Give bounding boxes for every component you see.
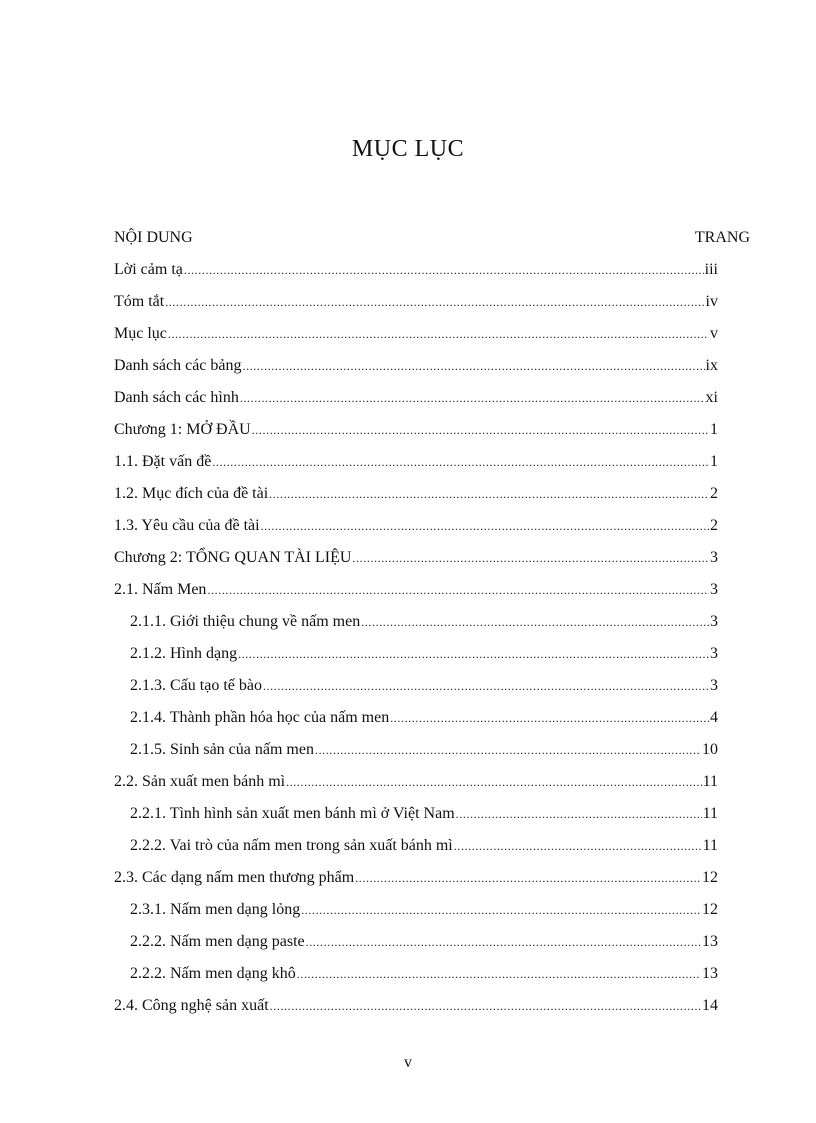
toc-entry-page: iv — [705, 293, 718, 310]
toc-entry-label: Chương 2: TỔNG QUAN TÀI LIỆU — [114, 549, 352, 566]
toc-entry-page: xi — [705, 389, 718, 406]
toc-dot-leader — [238, 647, 709, 662]
toc-entry-page: 3 — [710, 645, 718, 662]
toc-entry-label: 2.1.3. Cấu tạo tế bào — [130, 677, 262, 694]
toc-dot-leader — [286, 775, 702, 790]
toc-entry[interactable] — [114, 933, 718, 965]
toc-entry-label: 2.1. Nấm Men — [114, 581, 207, 598]
toc-entry-page: 13 — [702, 933, 718, 950]
toc-entry-label: 2.1.4. Thành phần hóa học của nấm men — [130, 709, 390, 726]
toc-entry[interactable] — [114, 837, 718, 869]
toc-entry[interactable] — [114, 581, 718, 613]
toc-entry-page: 11 — [702, 805, 718, 822]
toc-entry-label: Lời cảm tạ — [114, 261, 183, 278]
toc-entry[interactable] — [114, 997, 718, 1029]
toc-entry-label: 1.1. Đặt vấn đề — [114, 453, 212, 470]
toc-entry-page: 12 — [702, 869, 718, 886]
toc-entry-label: Tóm tắt — [114, 293, 165, 310]
toc-entry-label: 2.2.2. Vai trò của nấm men trong sản xuất bánh mì — [130, 837, 453, 854]
toc-entry[interactable] — [114, 741, 718, 773]
toc-dot-leader — [263, 679, 709, 694]
toc-dot-leader — [240, 391, 705, 406]
toc-entry-page: v — [710, 325, 718, 342]
toc-dot-leader — [301, 903, 701, 918]
toc-entry-page: 3 — [710, 613, 718, 630]
toc-dot-leader — [243, 359, 705, 374]
toc-entry[interactable] — [114, 517, 718, 549]
toc-entry-label: 2.1.5. Sinh sản của nấm men — [130, 741, 314, 758]
toc-dot-leader — [261, 519, 709, 534]
toc-entry[interactable] — [114, 549, 718, 581]
toc-header — [114, 229, 750, 247]
toc-entry-label: 2.2.1. Tình hình sản xuất men bánh mì ở Việt Nam — [130, 805, 455, 822]
toc-entry-label: 2.3.1. Nấm men dạng lỏng — [130, 901, 301, 918]
toc-entry-label: 2.4. Công nghệ sản xuất — [114, 997, 269, 1014]
toc-dot-leader — [456, 807, 702, 822]
toc-dot-leader — [306, 935, 701, 950]
toc-entry-label: 2.2.2. Nấm men dạng paste — [130, 933, 305, 950]
toc-entry-page: 3 — [710, 677, 718, 694]
toc-entry[interactable] — [114, 901, 718, 933]
toc-entry-label: Danh sách các bảng — [114, 357, 242, 374]
toc-entry-page: 2 — [710, 517, 718, 534]
toc-entry[interactable] — [114, 293, 718, 325]
toc-entry-page: 1 — [710, 421, 718, 438]
toc-entry-label: 1.3. Yêu cầu của đề tài — [114, 517, 260, 534]
toc-entry[interactable] — [114, 773, 718, 805]
toc-dot-leader — [269, 487, 709, 502]
toc-entry-page: 11 — [702, 773, 718, 790]
toc-entry[interactable] — [114, 677, 718, 709]
toc-entry-page: ix — [705, 357, 718, 374]
toc-entry[interactable] — [114, 869, 718, 901]
toc-entry-page: 2 — [710, 485, 718, 502]
toc-dot-leader — [252, 423, 709, 438]
toc-dot-leader — [352, 551, 709, 566]
page-title: MỤC LỤC — [351, 136, 465, 162]
toc-entry[interactable] — [114, 645, 718, 677]
toc-dot-leader — [315, 743, 701, 758]
toc-dot-leader — [361, 615, 709, 630]
toc-entry[interactable] — [114, 325, 718, 357]
toc-entry-page: 12 — [702, 901, 718, 918]
toc-entry[interactable] — [114, 453, 718, 485]
toc-entry[interactable] — [114, 261, 718, 293]
toc-dot-leader — [212, 455, 709, 470]
toc-entry-page: 11 — [702, 837, 718, 854]
toc-dot-leader — [355, 871, 701, 886]
toc-dot-leader — [270, 999, 701, 1014]
toc-entry[interactable] — [114, 421, 718, 453]
toc-entry-label: 2.1.1. Giới thiệu chung về nấm men — [130, 613, 361, 630]
toc-dot-leader — [207, 583, 709, 598]
toc-dot-leader — [165, 295, 704, 310]
toc-dot-leader — [184, 263, 704, 278]
toc-entry-page: 1 — [710, 453, 718, 470]
toc-entry-page: 13 — [702, 965, 718, 982]
toc-entry[interactable] — [114, 485, 718, 517]
toc-entry[interactable] — [114, 389, 718, 421]
toc-dot-leader — [168, 327, 709, 342]
toc-entry-label: 2.2.2. Nấm men dạng khô — [130, 965, 296, 982]
toc-entry-label: Mục lục — [114, 325, 167, 342]
toc-header-page-label: TRANG — [694, 229, 750, 246]
toc-entry-label: 2.1.2. Hình dạng — [130, 645, 238, 662]
toc-entry[interactable] — [114, 613, 718, 645]
toc-entry-page: 10 — [702, 741, 718, 758]
toc-entry[interactable] — [114, 709, 718, 741]
toc-entry-label: 1.2. Mục đích của đề tài — [114, 485, 269, 502]
toc-entry-page: iii — [704, 261, 718, 278]
toc-dot-leader — [454, 839, 702, 854]
toc-entry-page: 3 — [710, 549, 718, 566]
toc-header-content-label: NỘI DUNG — [114, 229, 193, 246]
page-number: v — [404, 1054, 412, 1071]
toc-entry-label: 2.2. Sản xuất men bánh mì — [114, 773, 286, 790]
toc-entry[interactable] — [114, 357, 718, 389]
table-of-contents — [114, 261, 718, 1029]
toc-entry-label: Danh sách các hình — [114, 389, 239, 406]
toc-entry-label: Chương 1: MỞ ĐẦU — [114, 421, 251, 438]
toc-entry-page: 14 — [702, 997, 718, 1014]
toc-entry-page: 4 — [710, 709, 718, 726]
toc-entry-page: 3 — [710, 581, 718, 598]
toc-entry[interactable] — [114, 805, 718, 837]
toc-entry-label: 2.3. Các dạng nấm men thương phẩm — [114, 869, 355, 886]
toc-entry[interactable] — [114, 965, 718, 997]
toc-dot-leader — [297, 967, 701, 982]
toc-dot-leader — [390, 711, 709, 726]
